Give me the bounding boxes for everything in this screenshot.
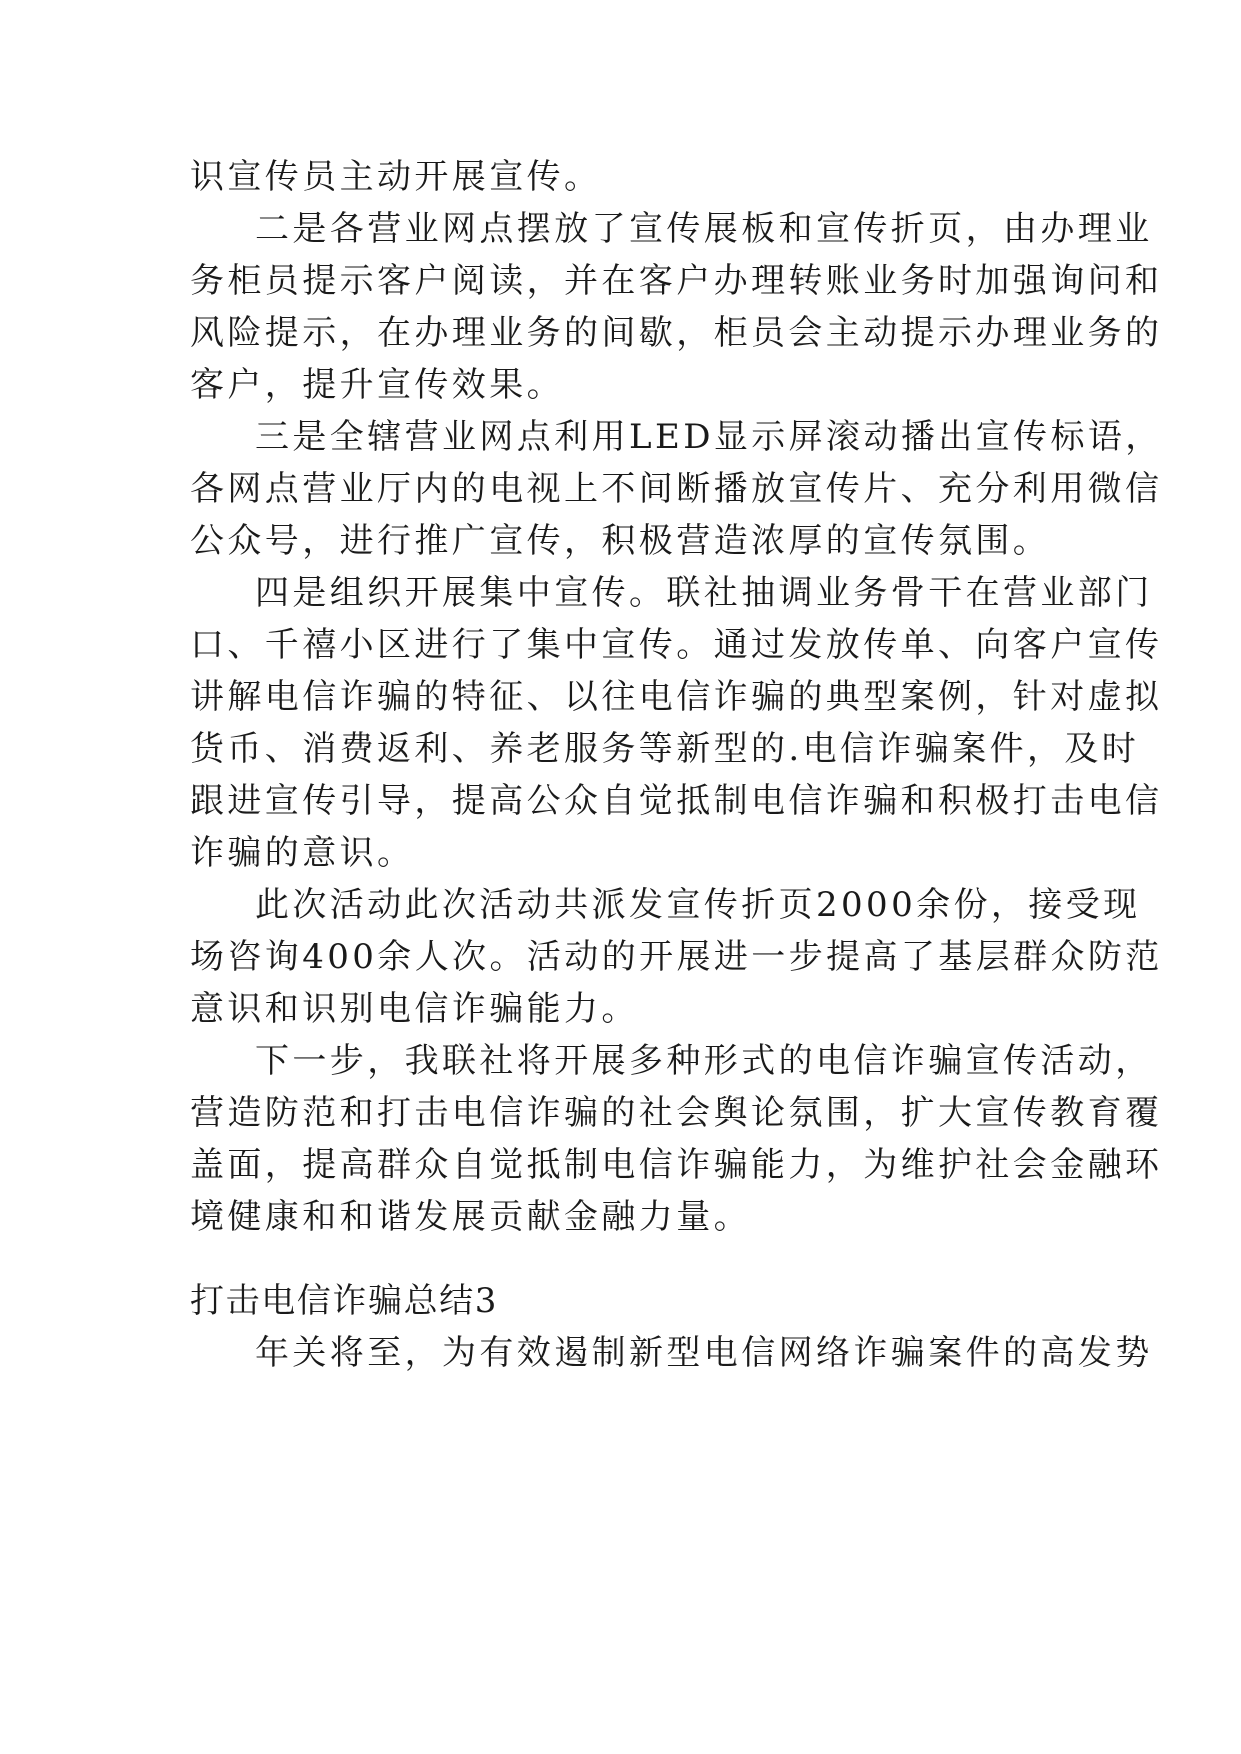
text-line: 货币、消费返利、养老服务等新型的.电信诈骗案件，及时 (190, 729, 1140, 769)
text-line: 意识和识别电信诈骗能力。 (190, 989, 639, 1029)
text-line: 盖面，提高群众自觉抵制电信诈骗能力，为维护社会金融环 (190, 1145, 1163, 1185)
section-heading: 打击电信诈骗总结3 (190, 1281, 499, 1321)
text-line: 口、千禧小区进行了集中宣传。通过发放传单、向客户宣传 (190, 625, 1163, 665)
text-line: 场咨询400余人次。活动的开展进一步提高了基层群众防范 (190, 937, 1163, 977)
text-line: 务柜员提示客户阅读，并在客户办理转账业务时加强询问和 (190, 261, 1163, 301)
text-line: 各网点营业厅内的电视上不间断播放宣传片、充分利用微信 (190, 469, 1163, 509)
text-line: 营造防范和打击电信诈骗的社会舆论氛围，扩大宣传教育覆 (190, 1093, 1163, 1133)
text-line: 境健康和和谐发展贡献金融力量。 (190, 1197, 751, 1237)
text-line: 公众号，进行推广宣传，积极营造浓厚的宣传氛围。 (190, 521, 1051, 561)
paragraph-first-line: 此次活动此次活动共派发宣传折页2000余份，接受现 (255, 885, 1141, 925)
text-line: 诈骗的意识。 (190, 833, 415, 873)
paragraph-first-line: 下一步，我联社将开展多种形式的电信诈骗宣传活动， (255, 1041, 1153, 1081)
paragraph-first-line: 二是各营业网点摆放了宣传展板和宣传折页，由办理业 (255, 209, 1153, 249)
paragraph-first-line: 四是组织开展集中宣传。联社抽调业务骨干在营业部门 (255, 573, 1153, 613)
text-line: 客户，提升宣传效果。 (190, 365, 564, 405)
text-line: 风险提示，在办理业务的间歇，柜员会主动提示办理业务的 (190, 313, 1163, 353)
paragraph-first-line: 年关将至，为有效遏制新型电信网络诈骗案件的高发势 (255, 1333, 1153, 1373)
paragraph-first-line: 三是全辖营业网点利用LED显示屏滚动播出宣传标语， (255, 417, 1163, 457)
text-line: 识宣传员主动开展宣传。 (190, 157, 602, 197)
text-line: 讲解电信诈骗的特征、以往电信诈骗的典型案例，针对虚拟 (190, 677, 1163, 717)
text-line: 跟进宣传引导，提高公众自觉抵制电信诈骗和积极打击电信 (190, 781, 1163, 821)
